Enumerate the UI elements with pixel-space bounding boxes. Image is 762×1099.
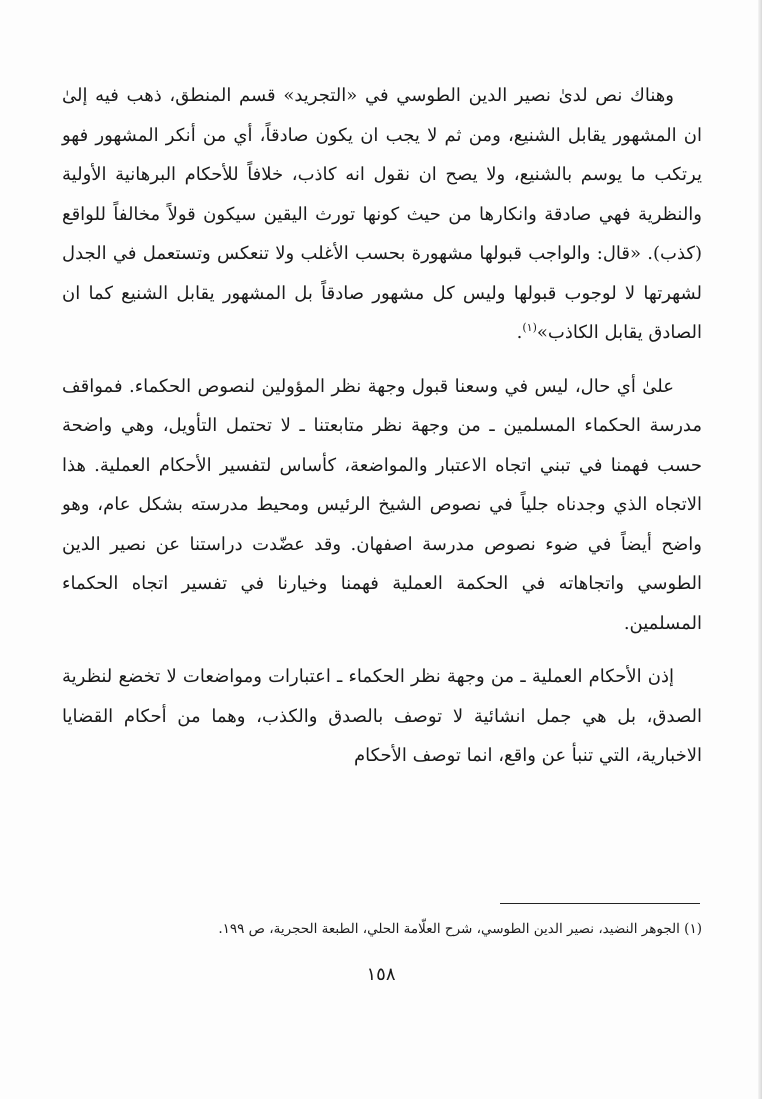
paragraph-1-end: . — [516, 322, 523, 343]
body-text — [62, 76, 702, 790]
page-edge-shadow — [758, 0, 762, 1099]
paragraph-1 — [62, 76, 702, 353]
paragraph-1-text: وهناك نص لدىٰ نصير الدين الطوسي في «التجريد» قسم المنطق، ذهب فيه إلىٰ ان المشهور يقابل الشنيع، ومن ثم لا يجب ان يكون صادقاً، أي من أنكر المشهور فهو يرتكب ما يوسم بالشنيع، ولا يصح ان نقول انه كاذب، خلافاً للأحكام البرهانية الأولية والنظرية فهي صادقة وانكارها من حيث كونها تورث اليقين سيكون قولاً مخالفاً للواقع (كذب). «قال: والواجب قبولها مشهورة بحسب الأغلب ولا تنعكس وتستعمل في الجدل لشهرتها لا لوجوب قبولها وليس كل مشهور صادقاً بل المشهور يقابل الشنيع كما ان الصادق يقابل الكاذب» — [62, 85, 702, 343]
footnote-divider — [500, 903, 700, 904]
paragraph-3: إذن الأحكام العملية ـ من وجهة نظر الحكماء ـ اعتبارات ومواضعات لا تخضع لنظرية الصدق، بل هي جمل انشائية لا توصف بالصدق والكذب، وهما من أحكام القضايا الاخبارية، التي تنبأ عن واقع، انما توصف الأحكام — [62, 666, 702, 766]
footnote-reference: (١) — [522, 321, 537, 334]
paragraph-2: علىٰ أي حال، ليس في وسعنا قبول وجهة نظر المؤولين لنصوص الحكماء. فمواقف مدرسة الحكماء المسلمين ـ من وجهة نظر متابعتنا ـ لا تحتمل التأويل، وهي واضحة حسب فهمنا في تبني اتجاه الاعتبار والمواضعة، كأساس لتفسير الأحكام العملية. هذا الاتجاه الذي وجدناه جلياً في نصوص الشيخ الرئيس ومحيط مدرسته بشكل عام، وهو واضح أيضاً في ضوء نصوص مدرسة اصفهان. وقد عضّدت دراستنا عن نصير الدين الطوسي واتجاهاته في الحكمة العملية فهمنا وخيارنا في تفسير اتجاه الحكماء المسلمين. — [62, 375, 702, 634]
page-number: ١٥٨ — [366, 964, 396, 985]
footnote: (١) الجوهر النضيد، نصير الدين الطوسي، شرح العلّامة الحلي، الطبعة الحجرية، ص ١٩٩. — [218, 921, 702, 937]
